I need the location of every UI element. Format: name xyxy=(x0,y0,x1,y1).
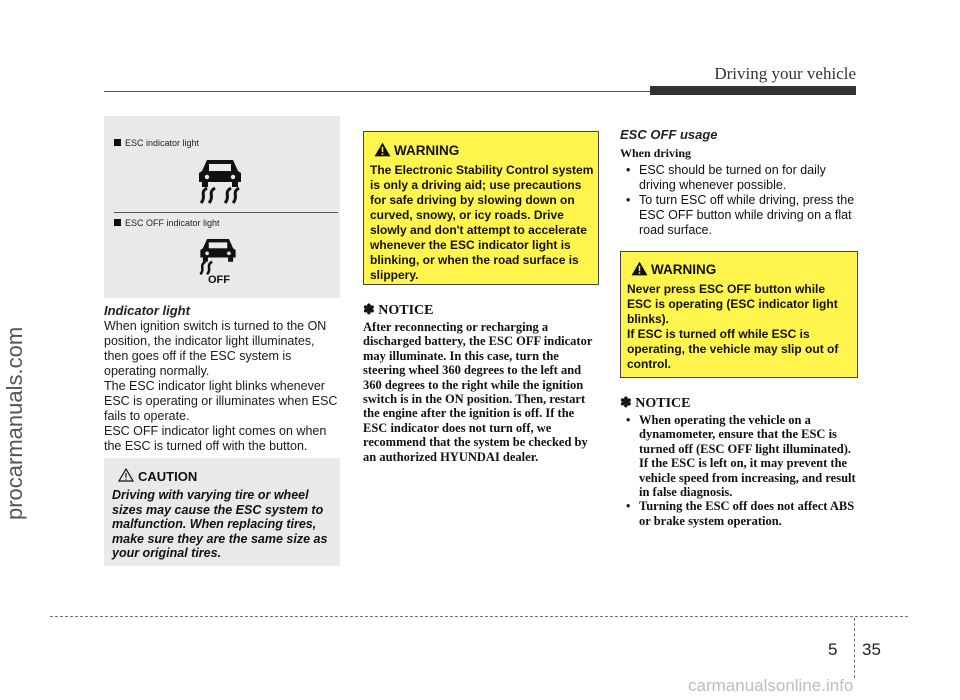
warning-triangle-icon xyxy=(374,142,391,157)
indicator-paragraph: The ESC indicator light blinks whenever ESC is operating or illuminates when ESC fails to operate. xyxy=(104,379,338,423)
warning-triangle-icon xyxy=(631,261,648,276)
side-watermark-text: procarmanuals.com xyxy=(2,326,27,520)
indicator-figure xyxy=(104,116,340,298)
figure-caption-esc-off xyxy=(114,218,220,228)
warning-title: WARNING xyxy=(651,262,717,277)
caution-box xyxy=(104,458,340,566)
notice-body: After reconnecting or recharging a discharged battery, the ESC OFF indicator may illuminate. In this case, turn the steering wheel 360 degrees to the left and 360 degrees to the right while the ignition switch is in the ON position. Then, restart the engine after the ignition is off. If the ESC indicator does not turn off, we recommend that the system be checked by an authorized HYUNDAI dealer. xyxy=(363,320,593,464)
section-title: Driving your vehicle xyxy=(714,64,856,83)
warning-box-esc xyxy=(363,131,599,285)
caution-triangle-icon xyxy=(118,468,134,482)
side-watermark xyxy=(2,326,32,550)
indicator-paragraph: When ignition switch is turned to the ON position, the indicator light illuminates, then goes off if the ESC system is operating normally. xyxy=(104,319,327,378)
footer-divider xyxy=(854,618,855,678)
car-skid-icon xyxy=(195,154,245,206)
warning-box-esc-off xyxy=(620,251,858,378)
list-item: • When operating the vehicle on a dynamometer, ensure that the ESC is turned off (ESC OFF light illuminated). If the ESC is left on, it may prevent the vehicle speed from increasing, and result in false diagnosis. xyxy=(620,413,856,499)
notice-title: ✽ NOTICE xyxy=(363,303,434,318)
footer-rule xyxy=(50,616,908,617)
notice-title: ✽ NOTICE xyxy=(620,396,691,411)
chapter-number: 5 xyxy=(828,640,838,659)
page-number: 35 xyxy=(862,640,881,659)
off-label: OFF xyxy=(208,274,230,286)
warning-title: WARNING xyxy=(394,143,460,158)
figure-caption-esc-text: ESC indicator light xyxy=(125,138,200,148)
usage-list xyxy=(620,163,856,238)
header-bar xyxy=(650,86,856,95)
car-skid-off-icon xyxy=(197,234,239,276)
indicator-paragraph: ESC OFF indicator light comes on when the ESC is turned off with the button. xyxy=(104,424,327,453)
indicator-heading: Indicator light xyxy=(104,303,190,318)
bottom-watermark: carmanualsonline.info xyxy=(688,676,854,695)
figure-separator xyxy=(114,212,338,213)
figure-caption-esc xyxy=(114,138,199,148)
list-item: • ESC should be turned on for daily driving whenever possible. xyxy=(620,163,856,193)
usage-heading: ESC OFF usage xyxy=(620,127,718,142)
figure-caption-esc-off-text: ESC OFF indicator light xyxy=(125,218,220,228)
list-item: • To turn ESC off while driving, press the ESC OFF button while driving on a flat road surface. xyxy=(620,193,856,238)
warning-body: Never press ESC OFF button while ESC is operating (ESC indicator light blinks). If ESC is turned off while ESC is operating, the vehicle may slip out of control. xyxy=(627,282,839,371)
notice-list xyxy=(620,413,856,528)
list-item: • Turning the ESC off does not affect ABS or brake system operation. xyxy=(620,499,856,528)
usage-subheading: When driving xyxy=(620,146,692,160)
caution-body: Driving with varying tire or wheel sizes may cause the ESC system to malfunction. When replacing tires, make sure they are the same size as your original tires. xyxy=(112,488,328,560)
warning-body: The Electronic Stability Control system is only a driving aid; use precautions for safe driving by slowing down on curved, snowy, or icy roads. Drive slowly and don't attempt to accelerate whenever the ESC indicator light is blinking, or when the road surface is slippery. xyxy=(370,163,594,282)
caution-title: CAUTION xyxy=(138,469,198,484)
